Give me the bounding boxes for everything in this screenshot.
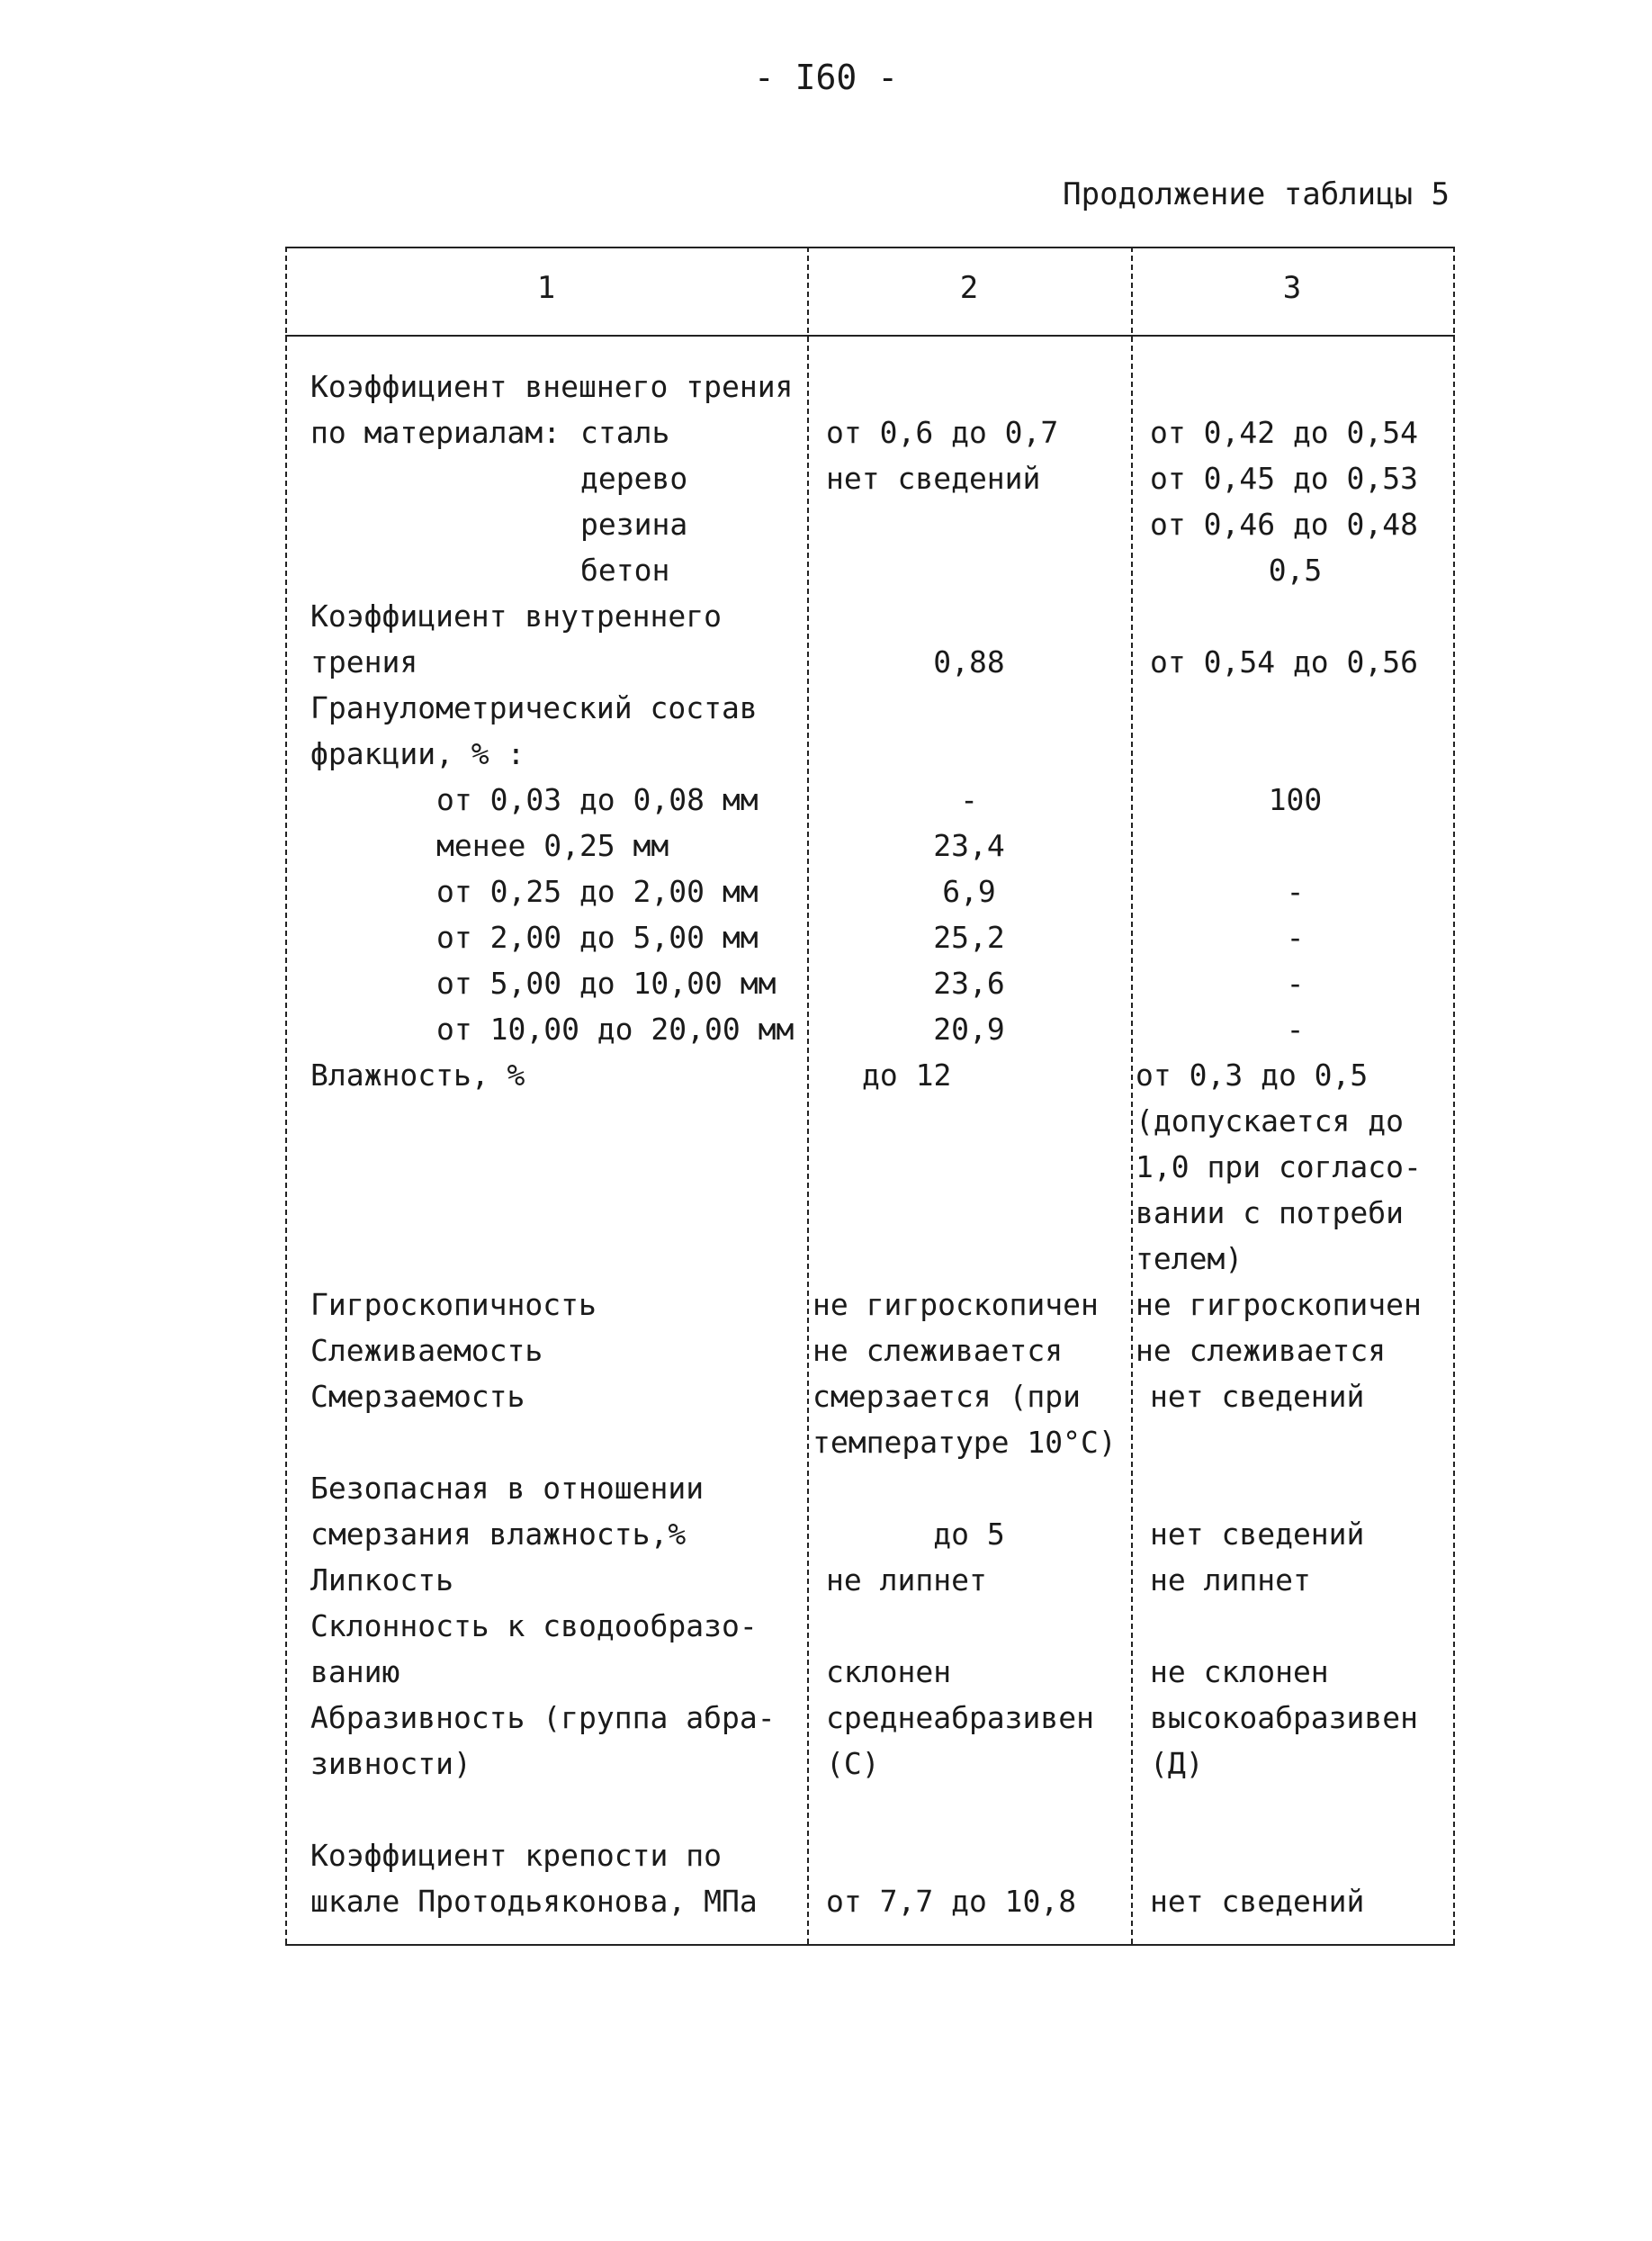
cell-3: от 0,54 до 0,56 — [1150, 644, 1419, 680]
cell-1: Безопасная в отношении — [310, 1471, 705, 1506]
header-divider — [285, 335, 1455, 337]
cell-3: не слеживается — [1136, 1333, 1387, 1368]
cell-1: трения — [310, 644, 418, 680]
cell-2: температуре 10°С) — [813, 1425, 1117, 1460]
cell-1-material: бетон — [580, 553, 670, 588]
cell-1: Коэффициент крепости по — [310, 1838, 722, 1873]
cell-3: 0,5 — [1268, 553, 1323, 588]
cell-3: 100 — [1268, 782, 1323, 817]
cell-2: не гигроскопичен — [813, 1287, 1099, 1322]
cell-3: не гигроскопичен — [1136, 1287, 1422, 1322]
cell-1-material: дерево — [580, 461, 688, 496]
cell-1-material: резина — [580, 507, 688, 542]
cell-1: Склонность к сводообразо- — [310, 1608, 758, 1643]
page-number: - I60 - — [753, 58, 899, 97]
cell-1: шкале Протодьяконова, МПа — [310, 1884, 758, 1919]
cell-3: высокоабразивен — [1150, 1700, 1419, 1735]
cell-1: Коэффициент внешнего трения — [310, 369, 794, 404]
cell-1-material: сталь — [580, 415, 670, 450]
cell-3: - — [1286, 920, 1305, 955]
cell-1-fraction: от 2,00 до 5,00 мм — [436, 920, 759, 955]
cell-1: Абразивность (группа абра- — [310, 1700, 776, 1735]
cell-1-fraction: менее 0,25 мм — [436, 828, 669, 863]
table-divider-2 — [1131, 247, 1133, 1944]
cell-3: нет сведений — [1150, 1884, 1365, 1919]
cell-3: не склонен — [1150, 1654, 1329, 1689]
cell-2: не липнет — [826, 1562, 987, 1598]
cell-1: смерзания влажность,% — [310, 1516, 687, 1552]
cell-2: 20,9 — [933, 1012, 1005, 1047]
column-header-2: 2 — [959, 270, 979, 306]
cell-3: нет сведений — [1150, 1516, 1365, 1552]
cell-2: 23,4 — [933, 828, 1005, 863]
cell-3: телем) — [1136, 1241, 1243, 1276]
cell-3: - — [1286, 874, 1305, 909]
cell-1: Гигроскопичность — [310, 1287, 597, 1322]
cell-3: - — [1286, 966, 1305, 1001]
cell-2: 6,9 — [942, 874, 996, 909]
column-header-1: 1 — [536, 270, 556, 306]
cell-3: нет сведений — [1150, 1379, 1365, 1414]
cell-1: Коэффициент внутреннего — [310, 598, 722, 634]
cell-1: по материалам: — [310, 415, 561, 450]
cell-2: 25,2 — [933, 920, 1005, 955]
column-header-3: 3 — [1282, 270, 1302, 306]
cell-1: Липкость — [310, 1562, 453, 1598]
cell-1-fraction: от 0,25 до 2,00 мм — [436, 874, 759, 909]
cell-2: склонен — [826, 1654, 952, 1689]
cell-3: от 0,3 до 0,5 — [1136, 1058, 1369, 1093]
cell-1-fraction: от 10,00 до 20,00 мм — [436, 1012, 795, 1047]
cell-3: (Д) — [1150, 1746, 1204, 1781]
cell-1-fraction: от 5,00 до 10,00 мм — [436, 966, 777, 1001]
cell-3: 1,0 при согласо- — [1136, 1149, 1422, 1184]
cell-2: нет сведений — [826, 461, 1041, 496]
cell-1: ванию — [310, 1654, 400, 1689]
cell-2: смерзается (при — [813, 1379, 1082, 1414]
cell-2: до 12 — [862, 1058, 952, 1093]
cell-2: (С) — [826, 1746, 880, 1781]
cell-1: Смерзаемость — [310, 1379, 525, 1414]
table-border-left — [285, 247, 287, 1944]
cell-1: фракции, % : — [310, 736, 525, 771]
cell-2: - — [960, 782, 978, 817]
cell-3: от 0,45 до 0,53 — [1150, 461, 1419, 496]
table-divider-1 — [807, 247, 809, 1944]
table-caption: Продолжение таблицы 5 — [1063, 176, 1450, 212]
cell-1: Слеживаемость — [310, 1333, 543, 1368]
cell-2: до 5 — [933, 1516, 1005, 1552]
cell-2: 23,6 — [933, 966, 1005, 1001]
cell-3: от 0,46 до 0,48 — [1150, 507, 1419, 542]
cell-2: не слеживается — [813, 1333, 1064, 1368]
cell-3: не липнет — [1150, 1562, 1311, 1598]
cell-3: вании с потреби — [1136, 1195, 1405, 1230]
cell-2: 0,88 — [933, 644, 1005, 680]
cell-3: (допускается до — [1136, 1103, 1405, 1138]
cell-1: зивности) — [310, 1746, 471, 1781]
cell-2: от 0,6 до 0,7 — [826, 415, 1059, 450]
cell-1-fraction: от 0,03 до 0,08 мм — [436, 782, 759, 817]
cell-2: от 7,7 до 10,8 — [826, 1884, 1077, 1919]
cell-1: Гранулометрический состав — [310, 690, 758, 725]
cell-2: среднеабразивен — [826, 1700, 1095, 1735]
table-border-right — [1453, 247, 1455, 1944]
cell-3: от 0,42 до 0,54 — [1150, 415, 1419, 450]
cell-1: Влажность, % — [310, 1058, 525, 1093]
cell-3: - — [1286, 1012, 1305, 1047]
